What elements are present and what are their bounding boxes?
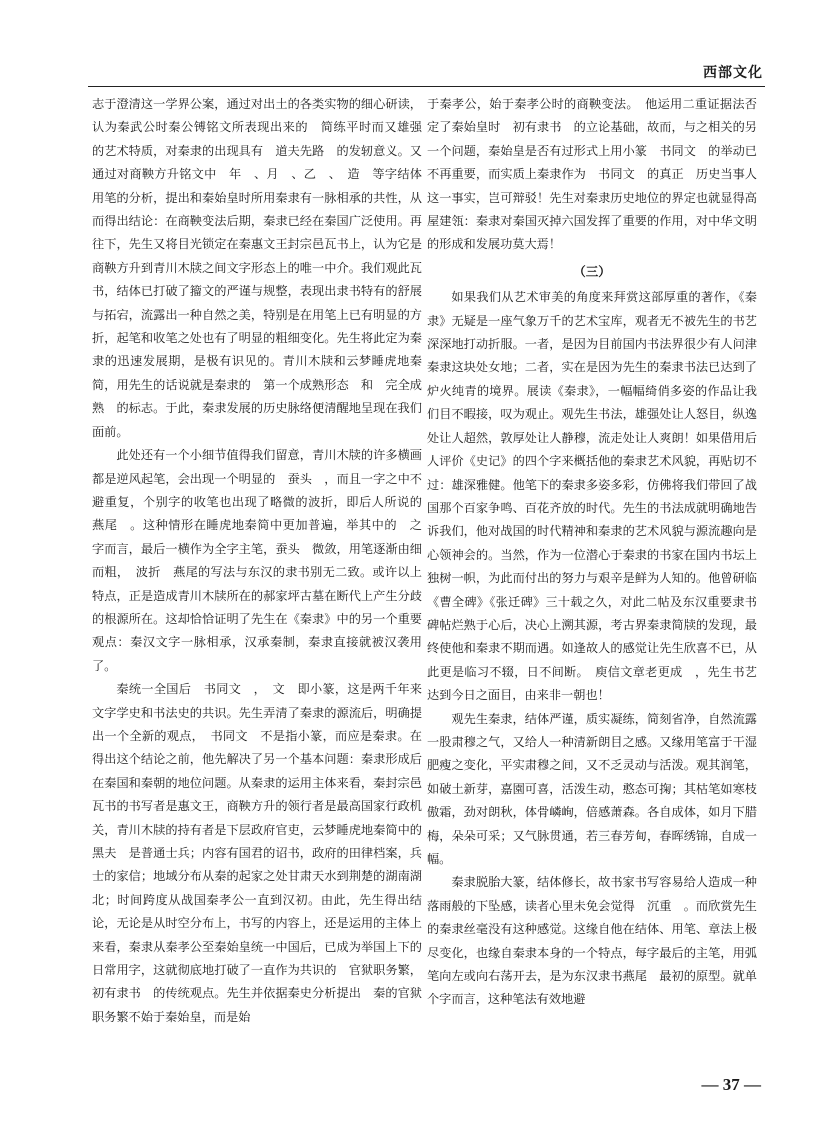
page-number: — 37 — — [701, 1075, 761, 1094]
paragraph: 秦统一全国后 书同文 ， 文 即小篆，这是两千年来文字学史和书法史的共识。先生弄清了秦隶的源流后，明确提出一个全新的观点， 书同文 不是指小篆，而应是秦隶。在得出这个结论之前，他先解决了另一个基本问题：秦隶形成后在秦国和秦朝的地位问题。从秦隶的运用主体来看，秦封宗邑瓦书的书写者是惠文王，商鞅方升的领行者是最高国家行政机关，青川木牍的持有者是下层政府官吏，云梦睡虎地秦简中的 黑夫 是普通士兵；内容有国君的诏书，政府的田律档案，兵士的家信；地域分布从秦的起家之处甘肃天水到荆楚的湖南湖北；时间跨度从战国秦孝公一直到汉初。由此，先生得出结论，无论是从时空分布上，书写的内容上，还是运用的主体上来看，秦隶从秦孝公至秦始皇统一中国后，已成为举国上下的日常用字，这就彻底地打破了一直作为共识的 官狱职务繁，初有隶书 的传统观点。先生并依据秦史分析提出 秦的官狱职务繁不始于秦始皇，而是始 — [92, 682, 422, 1024]
paragraph: 于秦孝公，始于秦孝公时的商鞅变法。 他运用二重证据法否定了秦始皇时 初有隶书 的立论基础，故而，与之相关的另一个问题，秦始皇是否有过形式上用小篆 书同文 的举动已不再重要，而实质上秦隶作为 书同文 的真正 历史当事人 这一事实，岂可辩驳！先生对秦隶历史地位的界定也就显得高屋建瓴：秦隶对秦国灭掉六国发挥了重要的作用，对中华文明的形成和发展功莫大焉！ — [427, 97, 757, 252]
paragraph: 秦隶脱胎大篆，结体修长，故书家书写容易给人造成一种落雨般的下坠感，读者心里未免会觉得 沉重 。而欣赏先生的秦隶丝毫没有这种感觉。这缘自他在结体、用笔、章法上极尽变化，也缘自秦隶本身的一个特点，每字最后的主笔，用弧笔向左或向右荡开去，是为东汉隶书燕尾 最初的原型。就单个字而言，这种笔法有效地避 — [427, 875, 757, 1007]
journal-title: 西部文化 — [703, 65, 763, 81]
paragraph: 此处还有一个小细节值得我们留意，青川木牍的许多横画都是逆风起笔，会出现一个明显的 蚕头 ，而且一字之中不避重复，个别字的收笔也出现了略微的波折，即后人所说的 燕尾 。这种情形在睡虎地秦简中更加普遍，举其中的 之 字而言，最后一横作为全字主笔，蚕头 微敛，用笔逐渐由细而粗， 波折 燕尾的写法与东汉的隶书别无二致。或许以上特点，正是造成青川木牍所在的郝家坪古墓在断代上产生分歧的根源所在。这却恰恰证明了先生在《秦隶》中的另一个重要观点：秦汉文字一脉相承，汉承秦制，秦隶直接就被汉袭用了。 — [92, 448, 422, 673]
header-rule — [88, 86, 765, 87]
section-heading: （三） — [573, 263, 611, 279]
paragraph: 如果我们从艺术审美的角度来拜赏这部厚重的著作，《秦隶》无疑是一座气象万千的艺术宝库，观者无不被先生的书艺深深地打动折服。一者，是因为目前国内书法界很少有人问津秦隶这块处女地；二者，实在是因为先生的秦隶书法已达到了炉火纯青的境界。展读《秦隶》，一幅幅绮俏多姿的作品让我们目不暇接，叹为观止。观先生书法，雄强处让人怒目，纵逸处让人超然，敦厚处让人静穆，流走处让人爽朗！如果借用后人评价《史记》的四个字来概括他的秦隶艺术风貌，再贴切不过：雄深雅健。他笔下的秦隶多姿多彩，仿佛将我们带回了战国那个百家争鸣、百花齐放的时代。先生的书法成就明确地告诉我们，他对战国的时代精神和秦隶的艺术风貌与源流趣向是心领神会的。当然，作为一位潜心于秦隶的书家在国内书坛上独树一帜，为此而付出的努力与艰辛是鲜为人知的。他曾研临《曹全碑》《张迁碑》三十载之久，对此二帖及东汉重要隶书碑帖烂熟于心后，决心上溯其源，考古界秦隶简牍的发现，最终使他和秦隶不期而遇。如逢故人的感觉让先生欣喜不已，从此更是临习不辍，日不间断。 庾信文章老更成 ，先生书艺达到今日之面目，由来非一朝也！ — [427, 290, 757, 703]
right-column — [427, 93, 757, 1083]
left-column — [92, 93, 422, 1083]
paragraph: 观先生秦隶，结体严谨，质实凝练，简刻省净，自然流露一股肃穆之气，又给人一种清新朗目之感。又缘用笔富于干湿肥瘦之变化，平实肃穆之间，又不乏灵动与活泼。观其润笔，如破土新芽，嘉園可喜，活泼生动，憨态可掬；其枯笔如寒枝傲霜，劲对朗秋，体骨嶙峋，倍感萧森。各自成体，如月下腊梅，朵朵可采；又气脉贯通，若三春芳甸，春晖绣锦，自成一幅。 — [427, 711, 757, 866]
paragraph: 志于澄清这一学界公案，通过对出土的各类实物的细心研读，认为秦武公时秦公镈铭文所表现出来的 简练平时而又雄强 的艺术特质，对秦隶的出现具有 道夫先路 的发轫意义。又通过对商鞅方升铭文中 年 、月 、乙 、 造 等字结体用笔的分析，提出和秦始皇时所用秦隶有一脉相承的共性，从而得出结论：在商鞅变法后期，秦隶已经在秦国广泛使用。再往下，先生又将目光锁定在秦惠文王封宗邑瓦书上，认为它是商鞅方升到青川木牍之间文字形态上的唯一中介。我们观此瓦书，结体已打破了籀文的严谨与规整，表现出隶书特有的舒展与拓宕，流露出一种自然之美，特别是在用笔上已有明显的方折，起笔和收笔之处也有了明显的粗细变化。先生将此定为秦隶的迅速发展期，是极有识见的。青川木牍和云梦睡虎地秦简，用先生的话说就是秦隶的 第一个成熟形态 和 完全成熟 的标志。于此，秦隶发展的历史脉络便清醒地呈现在我们面前。 — [92, 97, 422, 439]
